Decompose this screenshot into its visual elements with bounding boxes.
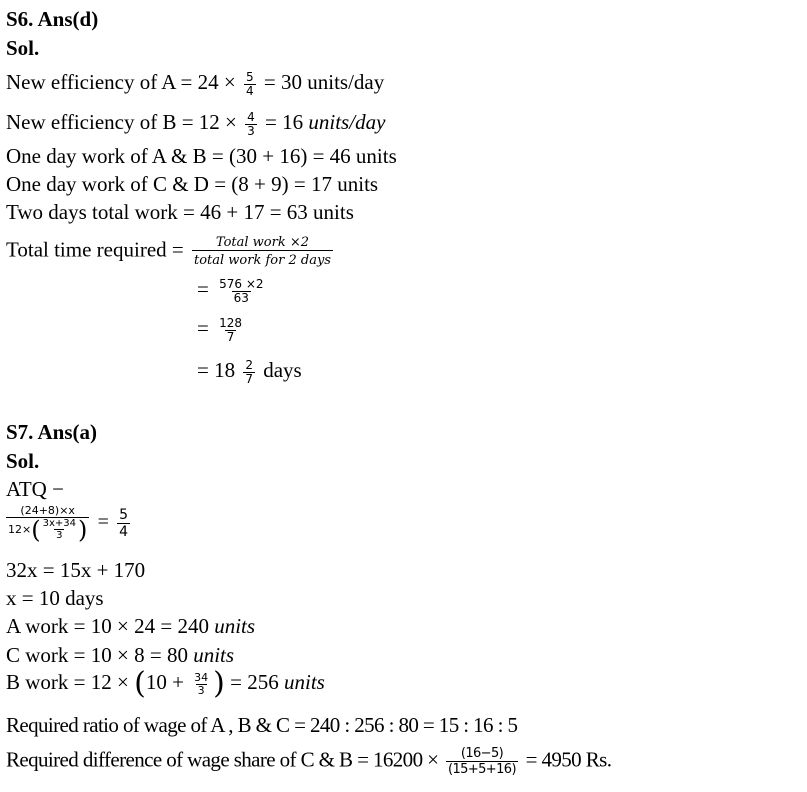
text: (24+8)×x [20,504,75,517]
denominator: 4 [246,83,254,98]
s7-difference [6,746,611,777]
paren: ) [77,515,88,544]
text: = [197,316,215,340]
fraction [243,359,255,386]
fraction [244,71,256,98]
numerator [18,505,77,517]
s7-atq: ATQ − [6,477,64,501]
text: units [214,614,256,638]
numerator: 2 [245,357,253,372]
fraction [446,746,518,777]
denominator: total work for 2 days [192,250,333,268]
text: days [257,358,302,382]
inner-fraction [41,518,78,541]
s6-step-1 [197,277,269,305]
fraction [245,111,257,138]
text: = 16 [259,110,309,134]
fraction [6,504,89,544]
s6-line-total-time [6,235,336,268]
fraction [192,672,210,697]
s7-b-work [6,666,325,702]
fraction [117,507,130,540]
paren: ( [31,515,41,544]
text: Total time required = [6,237,189,262]
denominator: 4 [119,523,129,540]
numerator: 5 [119,506,129,523]
numerator: 34 [194,670,209,684]
text: = 256 [224,670,284,694]
text: Required difference of wage share of C & B = 16200 × [6,747,444,772]
s6-line-ab-work: One day work of A & B = (30 + 16) = 46 units [6,144,397,168]
s7-sol-label: Sol. [6,449,40,473]
s7-heading: S7. Ans(a) [6,420,98,444]
numerator: (16−5) [460,746,504,761]
s6-line-efficiency-b [6,110,385,138]
fraction [217,317,244,344]
text: units/day [308,110,386,134]
s6-line-efficiency-a [6,70,384,98]
denominator: 3 [247,123,255,138]
s6-step-2 [197,316,247,344]
s7-line-32x: 32x = 15x + 170 [6,558,146,582]
fraction [192,235,333,268]
denominator: 63 [233,290,249,305]
paren: ) [213,666,225,702]
s7-ratio: Required ratio of wage of A , B & C = 240 : 256 : 80 = 15 : 16 : 5 [6,713,518,737]
s7-a-work [6,614,255,638]
denominator: 7 [245,371,253,386]
s6-step-3 [197,358,302,386]
text: = 30 units/day [258,70,385,94]
s7-line-x: x = 10 days [6,586,104,610]
text: = [197,277,215,301]
numerator: 5 [246,69,254,84]
numerator: 128 [219,315,242,330]
denominator: 3 [197,683,205,697]
text: = 18 [197,358,241,382]
fraction [217,278,265,305]
text: C work = 10 × 8 = 80 [6,643,194,667]
s6-line-two-days: Two days total work = 46 + 17 = 63 units [6,200,354,224]
denominator [6,515,89,544]
denominator: 7 [226,329,235,344]
denominator: 3 [56,530,63,541]
numerator: 4 [247,109,255,124]
numerator: 576 ×2 [219,276,264,291]
s6-heading: S6. Ans(d) [6,7,99,31]
denominator: (15+5+16) [448,762,516,777]
text: 10 + [145,670,190,694]
text: 12× [8,522,32,536]
text: units [283,670,325,694]
text: A work = 10 × 24 = 240 [6,614,215,638]
numerator: Total work ×2 [215,235,310,250]
s6-sol-label: Sol. [6,36,40,60]
text: units [193,643,235,667]
equals: = [97,510,109,533]
text: = 4950 Rs. [520,747,612,772]
s7-equation [6,504,133,544]
s6-line-cd-work: One day work of C & D = (8 + 9) = 17 units [6,172,379,196]
s7-c-work [6,643,234,667]
text: B work = 12 × [6,670,135,694]
text: New efficiency of B = 12 × [6,110,243,134]
text: New efficiency of A = 24 × [6,70,241,94]
numerator: 3x+34 [42,518,76,529]
paren: ( [134,666,146,702]
